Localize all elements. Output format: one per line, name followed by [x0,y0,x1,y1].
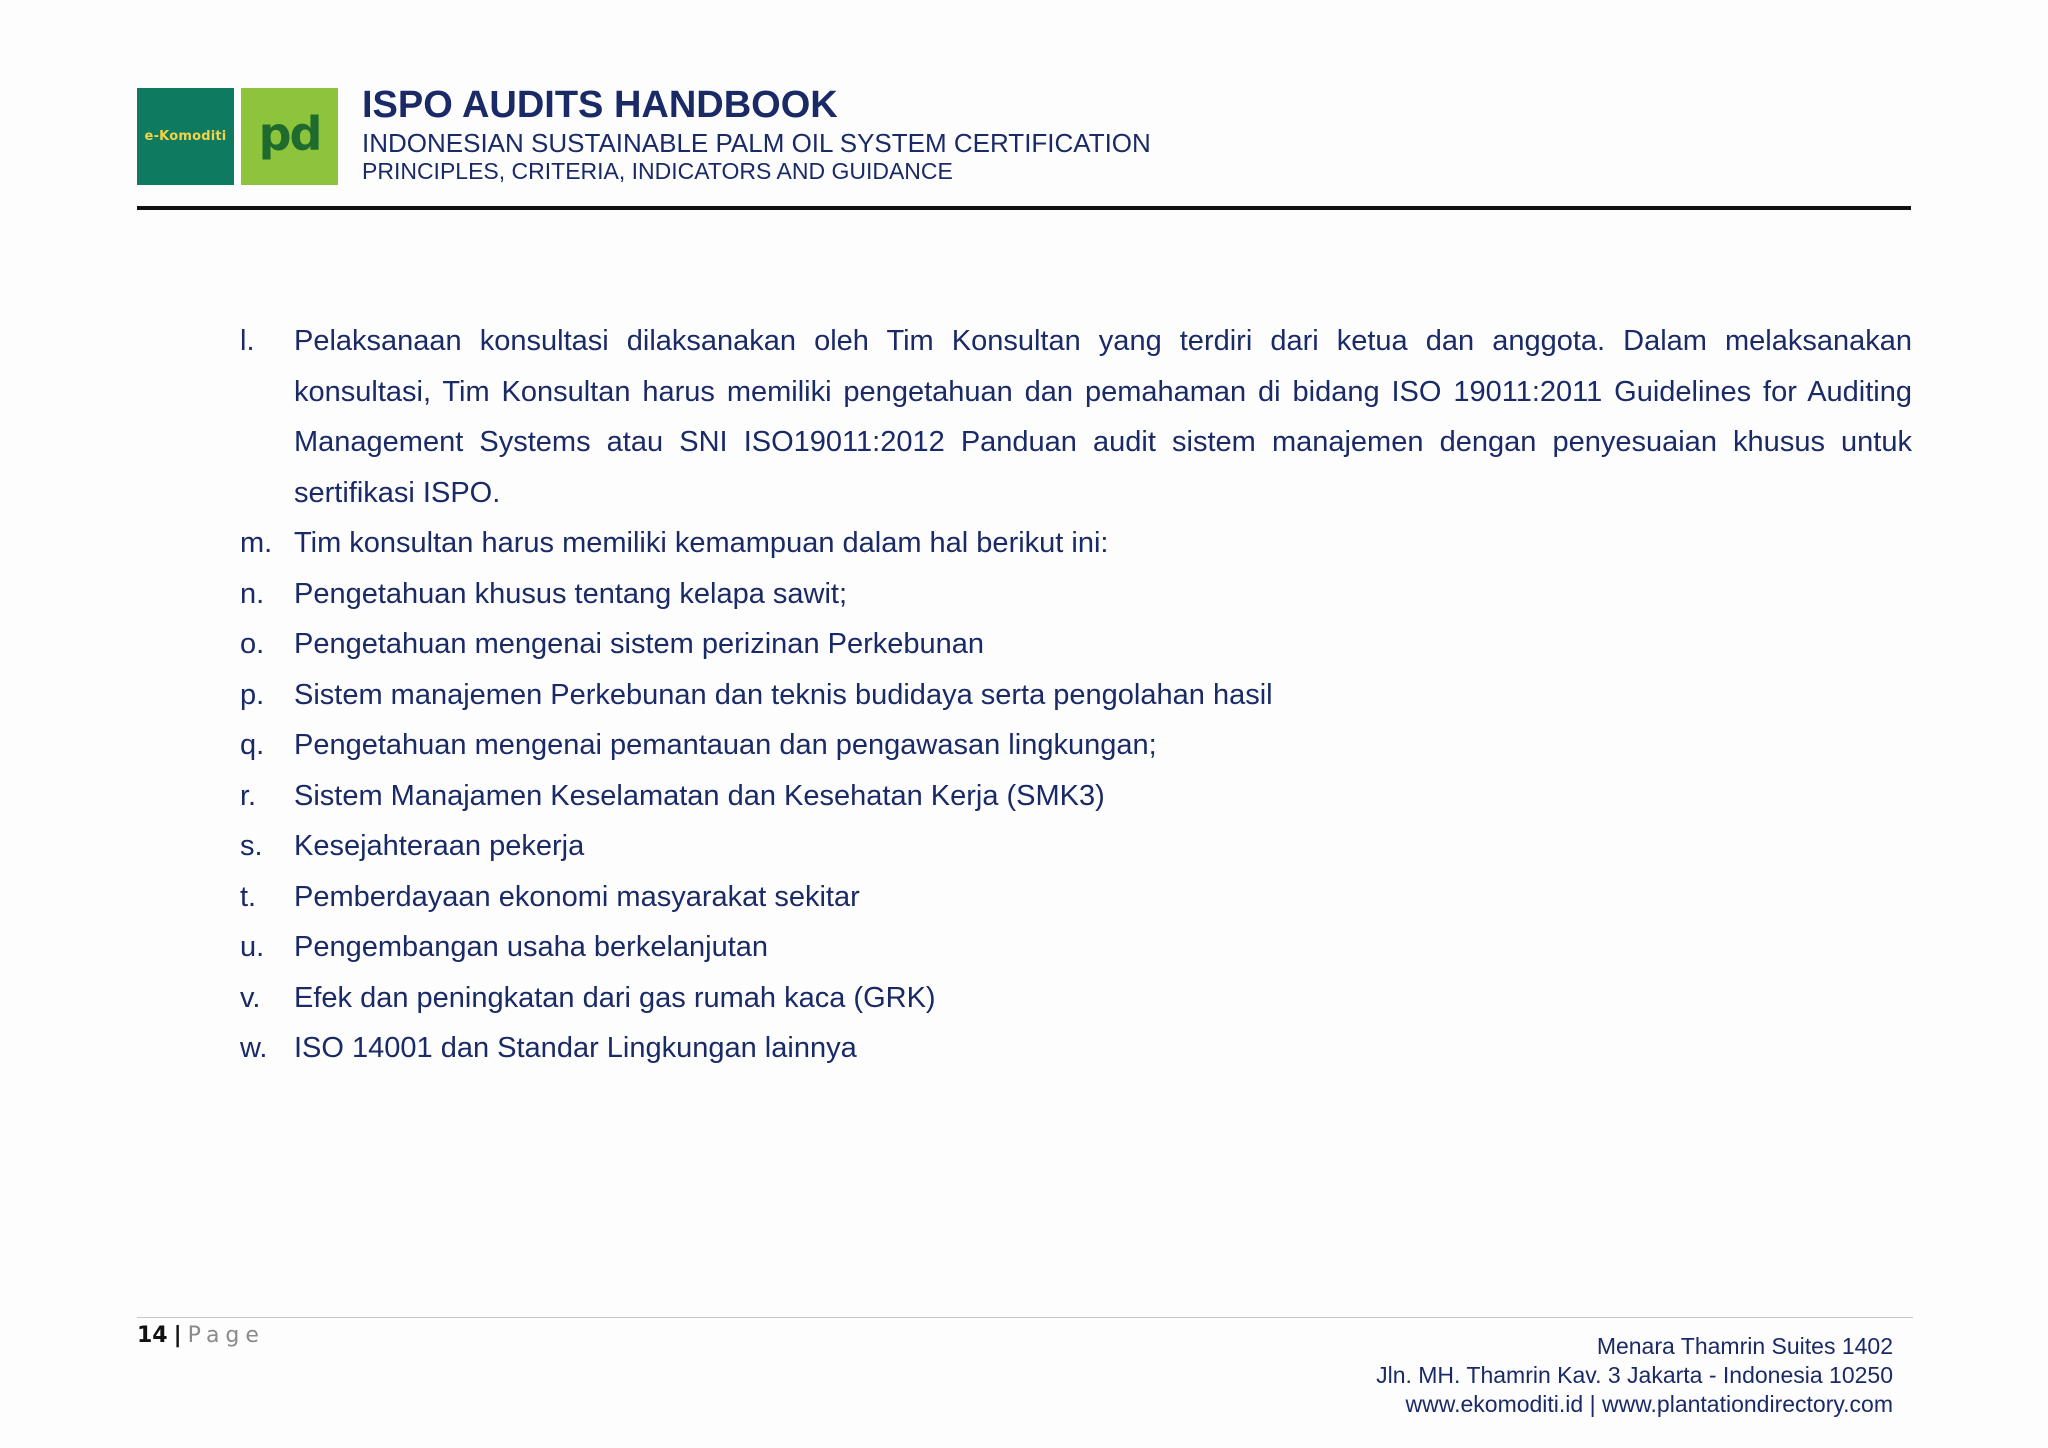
list-item [240,720,1912,771]
list-marker: m. [240,527,273,559]
address-line-2: Jln. MH. Thamrin Kav. 3 Jakarta - Indonesia 10250 [1376,1362,1893,1388]
list-item-text: Pengembangan usaha berkelanjutan [294,931,769,963]
list-item-text: Efek dan peningkatan dari gas rumah kaca (GRK) [294,981,936,1014]
list-item [240,670,1912,721]
list-item-text: Tim konsultan harus memiliki kemampuan dalam hal berikut ini: [294,527,1109,559]
page-number [137,1323,265,1348]
list-item [240,569,1912,620]
list-item-text: Pemberdayaan ekonomi masyarakat sekitar [294,880,860,913]
list-item-text: Sistem manajemen Perkebunan dan teknis budidaya serta pengolahan hasil [294,678,1273,711]
list-item-text: Pengetahuan khusus tentang kelapa sawit; [294,577,848,610]
list-item [240,316,1912,518]
list-marker: l. [240,325,255,357]
footer-address [1376,1332,1893,1419]
footer-divider [137,1317,1913,1318]
list-item [240,518,1912,569]
list-marker: v. [240,981,261,1014]
list-marker: w. [240,1032,268,1064]
list-item [240,872,1912,923]
list-item [240,922,1912,973]
list-marker: s. [240,830,263,862]
requirements-list [240,316,1912,1074]
list-item [240,1023,1912,1074]
ekomoditi-logo [137,88,234,185]
list-marker: u. [240,931,265,963]
list-item-text: Kesejahteraan pekerja [294,830,585,862]
list-item-text: Pengetahuan mengenai pemantauan dan pengawasan lingkungan; [294,729,1157,761]
list-item-text: Pengetahuan mengenai sistem perizinan Perkebunan [294,628,985,660]
pd-logo-text: pd [258,106,321,161]
list-marker: r. [240,779,257,812]
ekomoditi-logo-text: e-Komoditi [144,129,227,144]
list-item [240,619,1912,670]
list-marker: p. [240,678,265,711]
list-marker: t. [240,880,257,913]
list-item-text: ISO 14001 dan Standar Lingkungan lainnya [294,1032,857,1064]
list-marker: o. [240,628,265,660]
document-subtitle-1: INDONESIAN SUSTAINABLE PALM OIL SYSTEM CERTIFICATION [362,128,1151,158]
document-title: ISPO AUDITS HANDBOOK [362,84,838,126]
page-label: Page [187,1323,265,1348]
address-line-1: Menara Thamrin Suites 1402 [1596,1333,1893,1359]
page-number-value: 14 [137,1323,168,1348]
list-item [240,771,1912,822]
list-item-text: Sistem Manajamen Keselamatan dan Kesehatan Kerja (SMK3) [294,779,1105,812]
list-item [240,821,1912,872]
list-marker: q. [240,729,265,761]
list-item-text: Pelaksanaan konsultasi dilaksanakan oleh Tim Konsultan yang terdiri dari ketua dan anggota. Dalam melaksanakan konsultasi, Tim Konsultan harus memiliki pengetahuan dan pemahaman di bidang ISO 19011:2011 Guidelines for Auditing Management Systems atau SNI ISO19011:2012 Panduan audit sistem manajemen dengan penyesuaian khusus untuk sertifikasi ISPO. [294,325,1912,509]
plantation-directory-logo [241,88,338,185]
list-marker: n. [240,577,265,610]
address-line-3: www.ekomoditi.id | www.plantationdirectory.com [1405,1391,1893,1417]
list-item [240,973,1912,1024]
page-number-separator: | [173,1323,182,1348]
page-header [137,84,1911,210]
document-subtitle-2: PRINCIPLES, CRITERIA, INDICATORS AND GUIDANCE [362,158,953,184]
